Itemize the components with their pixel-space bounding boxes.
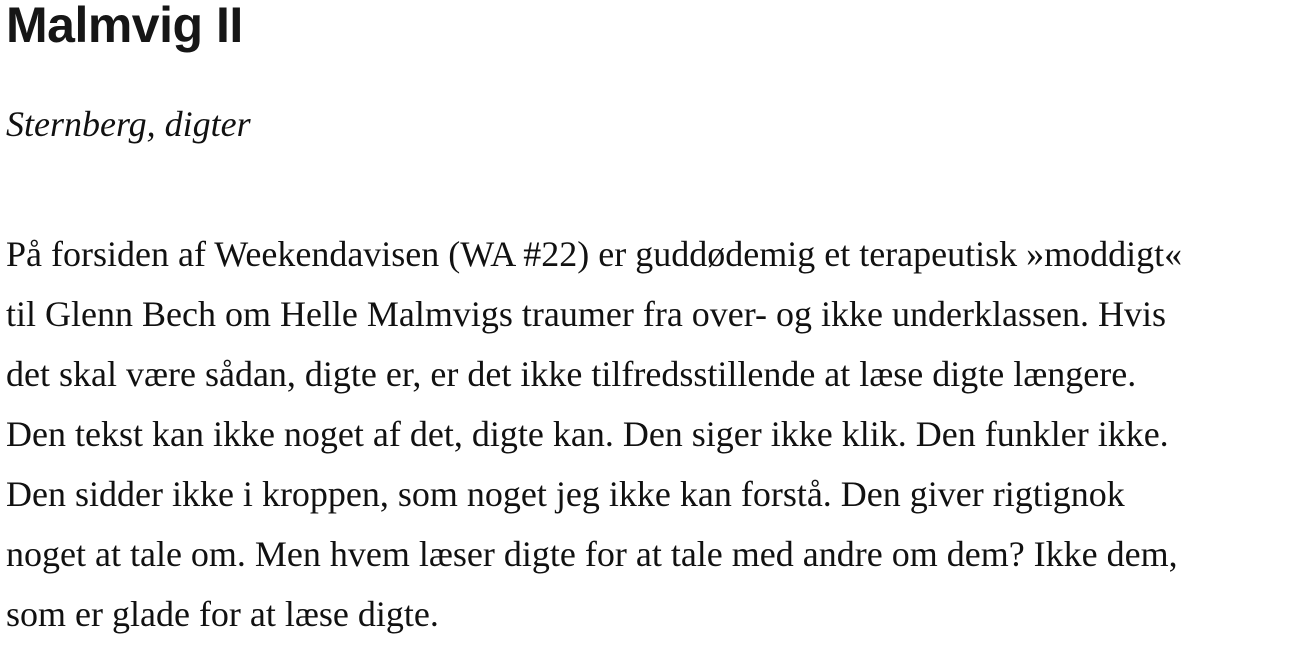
article-byline: Sternberg, digter bbox=[6, 104, 251, 144]
body-line: På forsiden af Weekendavisen (WA #22) er guddødemig et terapeutisk »moddigt« bbox=[6, 234, 1183, 274]
byline-container bbox=[6, 104, 251, 144]
body-line: noget at tale om. Men hvem læser digte for at tale med andre om dem? Ikke dem, bbox=[6, 534, 1178, 574]
article bbox=[6, 0, 1291, 634]
body-line: det skal være sådan, digte er, er det ikke tilfredsstillende at læse digte længere. bbox=[6, 354, 1137, 394]
body-line: som er glade for at læse digte. bbox=[6, 594, 439, 634]
body-line: Den tekst kan ikke noget af det, digte kan. Den siger ikke klik. Den funkler ikke. bbox=[6, 414, 1169, 454]
body-line: til Glenn Bech om Helle Malmvigs traumer fra over- og ikke underklassen. Hvis bbox=[6, 294, 1166, 334]
article-body bbox=[6, 224, 1291, 644]
body-line: Den sidder ikke i kroppen, som noget jeg ikke kan forstå. Den giver rigtignok bbox=[6, 474, 1125, 514]
article-title: Malmvig II bbox=[6, 0, 243, 53]
